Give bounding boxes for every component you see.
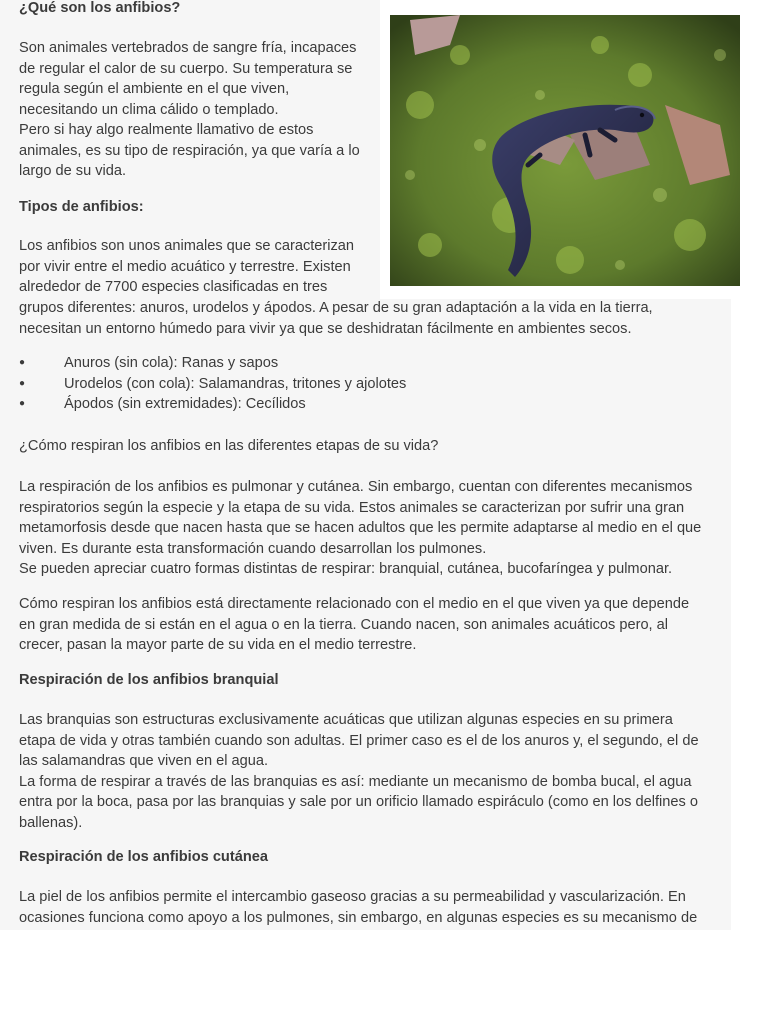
salamander-photo bbox=[380, 0, 768, 299]
types-paragraph-line: alrededor de 7700 especies clasificadas en tres bbox=[19, 279, 328, 295]
gill-paragraph-line: entra por la boca, pasa por las branquias y sale por un orificio llamado espiráculo (como en los delfines o bbox=[19, 794, 698, 810]
gill-paragraph-line: La forma de respirar a través de las branquias es así: mediante un mecanismo de bomba bucal, el agua bbox=[19, 773, 692, 790]
gill-paragraph-line: las salamandras que viven en el agua. bbox=[19, 753, 269, 769]
gill-paragraph-line: etapa de vida y otras también cuando son adultas. El primer caso es el de los anuros y, el segundo, el de bbox=[19, 732, 699, 749]
question-how-they-breathe: ¿Cómo respiran los anfibios en las diferentes etapas de su vida? bbox=[19, 438, 439, 454]
types-paragraph-line: necesitan un entorno húmedo para vivir ya que se deshidratan fácilmente en ambientes secos. bbox=[19, 320, 632, 337]
gill-paragraph-line: ballenas). bbox=[19, 814, 83, 831]
environment-paragraph-line: crecer, pasan la mayor parte de su vida en el medio terrestre. bbox=[19, 637, 417, 653]
heading-skin-respiration: Respiración de los anfibios cutánea bbox=[19, 849, 268, 865]
list-item-text: Anuros (sin cola): Ranas y sapos bbox=[64, 355, 279, 371]
intro-paragraph-line: largo de su vida. bbox=[19, 163, 127, 179]
gill-paragraph-line: Las branquias son estructuras exclusivamente acuáticas que utilizan algunas especies en su primera bbox=[19, 712, 673, 728]
bullet-icon: ● bbox=[19, 357, 26, 368]
list-item bbox=[19, 353, 724, 374]
respiration-paragraph-line: viven. Es durante esta transformación cuando desarrollan los pulmones. bbox=[19, 540, 487, 557]
salamander-image bbox=[390, 15, 740, 286]
heading-what-are-amphibians: ¿Qué son los anfibios? bbox=[19, 0, 181, 16]
list-item-text: Ápodos (sin extremidades): Cecílidos bbox=[64, 396, 306, 412]
heading-gill-respiration: Respiración de los anfibios branquial bbox=[19, 672, 279, 688]
types-paragraph-line: Los anfibios son unos animales que se caracterizan bbox=[19, 238, 355, 254]
list-item-text: Urodelos (con cola): Salamandras, tritones y ajolotes bbox=[64, 375, 407, 392]
heading-types: Tipos de anfibios: bbox=[19, 199, 144, 215]
bullet-icon: ● bbox=[19, 377, 26, 389]
intro-paragraph-line: de regular el calor de su cuerpo. Su temperatura se bbox=[19, 60, 353, 77]
intro-paragraph-line: Son animales vertebrados de sangre fría, incapaces bbox=[19, 40, 357, 56]
types-paragraph-line: por vivir entre el medio acuático y terrestre. Existen bbox=[19, 258, 351, 275]
types-paragraph-line: grupos diferentes: anuros, urodelos y ápodos. A pesar de su gran adaptación a la vida en la tierra, bbox=[19, 300, 653, 316]
environment-paragraph-line: Cómo respiran los anfibios está directamente relacionado con el medio en el que viven ya que depende bbox=[19, 596, 690, 612]
bullet-icon: ● bbox=[19, 398, 26, 409]
respiration-paragraph-line: metamorfosis desde que nacen hasta que se hacen adultos que les permite adaptarse al medio en el que bbox=[19, 520, 702, 536]
intro-paragraph-line: regula según el ambiente en el que viven, bbox=[19, 81, 290, 97]
environment-paragraph-line: en gran medida de si están en el agua o en la tierra. Cuando nacen, son animales acuáticos pero, al bbox=[19, 616, 669, 633]
respiration-paragraph-line: Se pueden apreciar cuatro formas distintas de respirar: branquial, cutánea, bucofaríngea y pulmonar. bbox=[19, 561, 673, 577]
skin-paragraph-line: La piel de los anfibios permite el intercambio gaseoso gracias a su permeabilidad y vascularización. En bbox=[19, 889, 686, 905]
skin-paragraph-line: ocasiones funciona como apoyo a los pulmones, sin embargo, en algunas especies es su mecanismo de bbox=[19, 909, 698, 926]
list-item bbox=[19, 394, 724, 415]
respiration-paragraph-line: respiratorios según la especie y la etapa de su vida. Estos animales se caracterizan por sufrir una gran bbox=[19, 499, 685, 516]
intro-paragraph-line: necesitando un clima cálido o templado. bbox=[19, 101, 279, 118]
intro-paragraph-line: animales, es su tipo de respiración, ya que varía a lo bbox=[19, 142, 360, 159]
list-item bbox=[19, 374, 724, 395]
intro-paragraph-line: Pero si hay algo realmente llamativo de estos bbox=[19, 122, 314, 138]
respiration-paragraph-line: La respiración de los anfibios es pulmonar y cutánea. Sin embargo, cuentan con diferentes mecanismos bbox=[19, 479, 693, 495]
